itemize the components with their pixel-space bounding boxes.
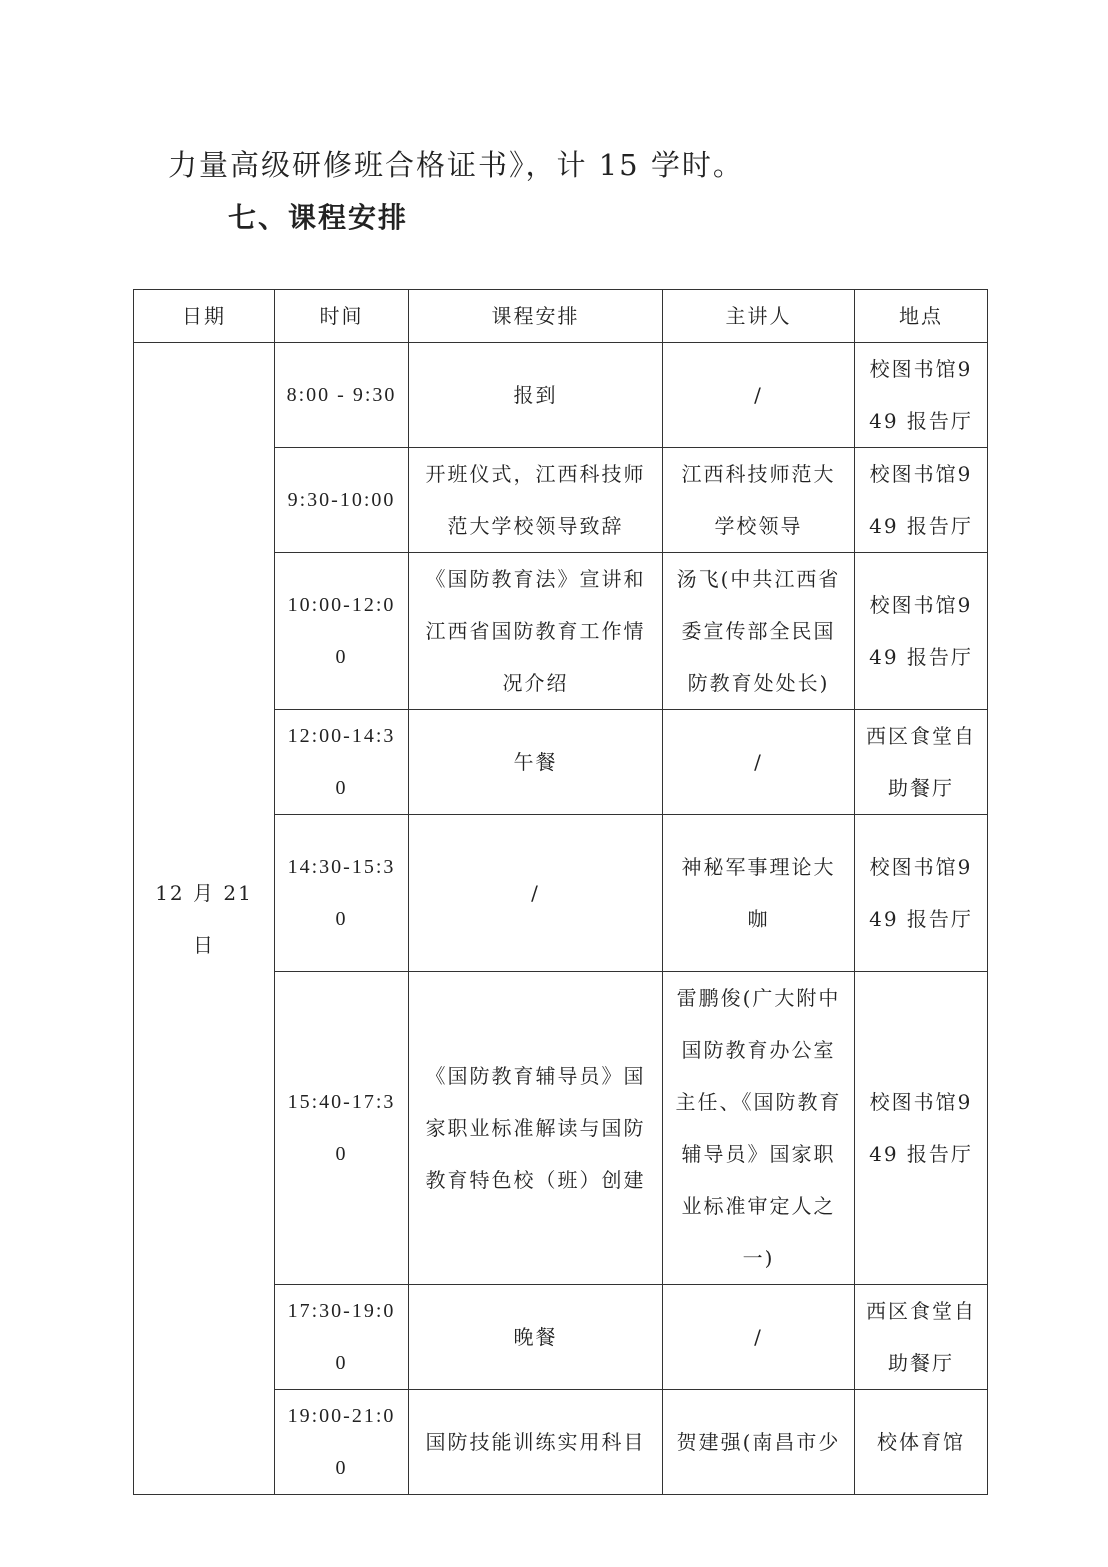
course-cell: 国防技能训练实用科目 <box>409 1390 663 1495</box>
speaker-cell: / <box>663 710 855 815</box>
speaker-cell: 贺建强(南昌市少 <box>663 1390 855 1495</box>
location-cell: 西区食堂自助餐厅 <box>855 710 988 815</box>
table-row <box>134 343 988 448</box>
course-cell: 《国防教育辅导员》国家职业标准解读与国防教育特色校（班）创建 <box>409 972 663 1285</box>
time-cell: 12:00-14:30 <box>275 710 409 815</box>
header-location: 地点 <box>855 290 988 343</box>
speaker-cell: 江西科技师范大学校领导 <box>663 448 855 553</box>
time-cell: 14:30-15:30 <box>275 815 409 972</box>
speaker-cell: / <box>663 343 855 448</box>
location-cell: 校图书馆949 报告厅 <box>855 815 988 972</box>
speaker-cell: 雷鹏俊(广大附中国防教育办公室主任、《国防教育辅导员》国家职业标准审定人之一) <box>663 972 855 1285</box>
course-cell: 晚餐 <box>409 1285 663 1390</box>
location-cell: 校图书馆949 报告厅 <box>855 553 988 710</box>
course-cell: 午餐 <box>409 710 663 815</box>
header-speaker: 主讲人 <box>663 290 855 343</box>
speaker-cell: / <box>663 1285 855 1390</box>
course-cell: / <box>409 815 663 972</box>
course-cell: 《国防教育法》宣讲和江西省国防教育工作情况介绍 <box>409 553 663 710</box>
location-cell: 西区食堂自助餐厅 <box>855 1285 988 1390</box>
intro-line: 力量高级研修班合格证书》，计 15 学时。 <box>168 148 744 182</box>
time-cell: 9:30-10:00 <box>275 448 409 553</box>
header-time: 时间 <box>275 290 409 343</box>
header-date: 日期 <box>134 290 275 343</box>
course-cell: 报到 <box>409 343 663 448</box>
time-cell: 19:00-21:00 <box>275 1390 409 1495</box>
time-cell: 8:00 - 9:30 <box>275 343 409 448</box>
time-cell: 15:40-17:30 <box>275 972 409 1285</box>
course-cell: 开班仪式，江西科技师范大学校领导致辞 <box>409 448 663 553</box>
schedule-table <box>133 289 988 1495</box>
location-cell: 校图书馆949 报告厅 <box>855 448 988 553</box>
speaker-cell: 神秘军事理论大咖 <box>663 815 855 972</box>
speaker-cell: 汤飞(中共江西省委宣传部全民国防教育处处长) <box>663 553 855 710</box>
time-cell: 10:00-12:00 <box>275 553 409 710</box>
location-cell: 校体育馆 <box>855 1390 988 1495</box>
table-header-row <box>134 290 988 343</box>
header-course: 课程安排 <box>409 290 663 343</box>
location-cell: 校图书馆949 报告厅 <box>855 972 988 1285</box>
location-cell: 校图书馆949 报告厅 <box>855 343 988 448</box>
section-heading: 七、课程安排 <box>228 201 409 234</box>
date-cell: 12 月 21 日 <box>134 343 275 1495</box>
time-cell: 17:30-19:00 <box>275 1285 409 1390</box>
